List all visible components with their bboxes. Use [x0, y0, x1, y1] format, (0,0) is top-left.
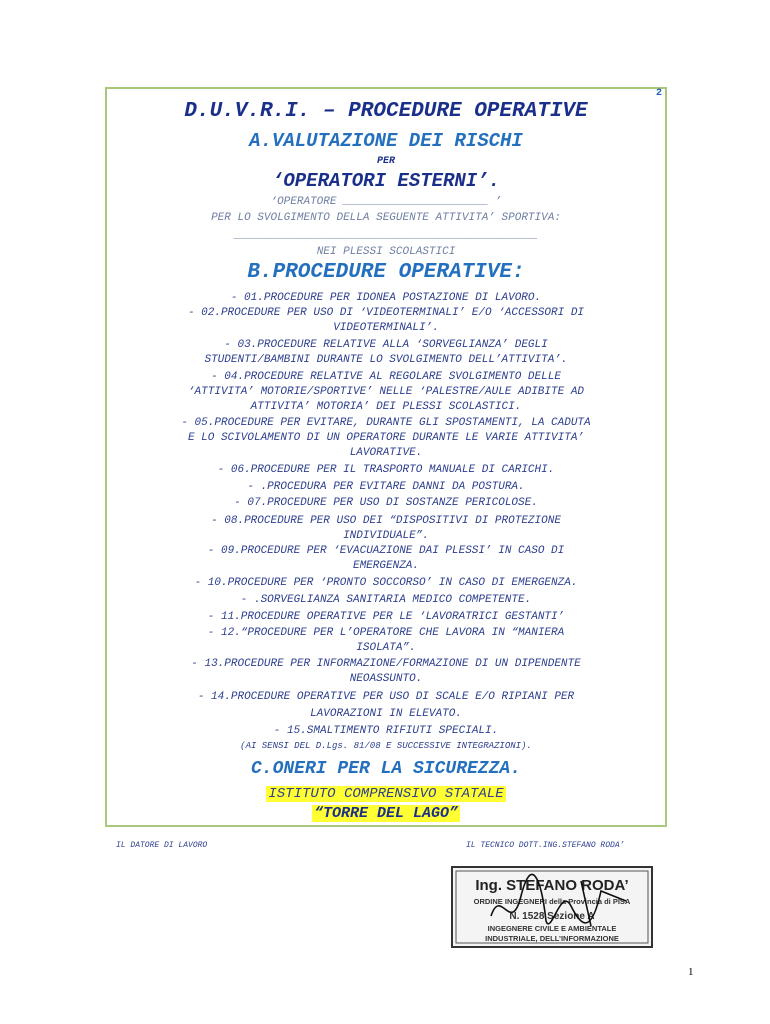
procedure-line: - 12.“PROCEDURE PER L’OPERATORE CHE LAVORA IN “MANIERA — [207, 627, 565, 639]
school-name-line — [105, 786, 667, 802]
procedure-line: - .PROCEDURA PER EVITARE DANNI DA POSTURA. — [247, 481, 525, 493]
operator-line: ‘OPERATORE ______________________ ’ — [270, 196, 502, 208]
procedure-line: ATTIVITA’ MOTORIA’ DEI PLESSI SCOLASTICI. — [250, 401, 522, 413]
technician-label: IL TECNICO DOTT.ING.STEFANO RODA’ — [466, 841, 625, 850]
per-label: PER — [376, 156, 395, 167]
school-place: “TORRE DEL LAGO” — [313, 805, 459, 822]
employer-label: IL DATORE DI LAVORO — [116, 841, 208, 850]
stamp-line-3: N. 1528 Sezione A — [509, 911, 595, 922]
procedure-line: EMERGENZA. — [352, 560, 419, 572]
stamp-line-4: INGEGNERE CIVILE E AMBIENTALE — [487, 924, 617, 933]
procedure-line: - 03.PROCEDURE RELATIVE ALLA ‘SORVEGLIANZA’ DEGLI — [224, 339, 548, 351]
procedure-line: - 06.PROCEDURE PER IL TRASPORTO MANUALE DI CARICHI. — [217, 464, 555, 476]
procedure-line: - .SORVEGLIANZA SANITARIA MEDICO COMPETENTE. — [240, 594, 532, 606]
procedure-line: VIDEOTERMINALI’. — [333, 322, 439, 334]
procedure-line: - 02.PROCEDURE PER USO DI ‘VIDEOTERMINALI’ E/O ‘ACCESSORI DI — [187, 307, 585, 319]
procedure-line: - 04.PROCEDURE RELATIVE AL REGOLARE SVOLGIMENTO DELLE — [211, 371, 561, 383]
page-number-bottom: 1 — [688, 966, 694, 978]
procedure-line: E LO SCIVOLAMENTO DI UN OPERATORE DURANTE LE VARIE ATTIVITA’ — [187, 432, 585, 444]
procedure-line: - 15.SMALTIMENTO RIFIUTI SPECIALI. — [273, 725, 499, 737]
blank-line: ______________________________________________ — [234, 230, 538, 242]
procedure-line: - 14.PROCEDURE OPERATIVE PER USO DI SCALE E/O RIPIANI PER — [197, 691, 575, 703]
procedure-line: - 08.PROCEDURE PER USO DEI “DISPOSITIVI DI PROTEZIONE — [211, 515, 561, 527]
stamp-line-2: ORDINE INGEGNERI della Provincia di PISA — [473, 897, 631, 906]
procedure-line: LAVORAZIONI IN ELEVATO. — [310, 708, 462, 720]
school-place-line — [105, 805, 667, 822]
procedure-line: ISOLATA”. — [356, 642, 416, 654]
section-a-heading: A.VALUTAZIONE DEI RISCHI — [249, 130, 523, 152]
procedure-line: NEOASSUNTO. — [349, 673, 423, 685]
legal-note: (AI SENSI DEL D.Lgs. 81/08 E SUCCESSIVE INTEGRAZIONI). — [240, 741, 532, 751]
stamp-line-1: Ing. STEFANO RODA’ — [475, 877, 629, 894]
procedure-line: - 07.PROCEDURE PER USO DI SOSTANZE PERICOLOSE. — [234, 497, 538, 509]
procedure-line: - 01.PROCEDURE PER IDONEA POSTAZIONE DI LAVORO. — [230, 292, 542, 304]
operators-heading: ‘OPERATORI ESTERNI’. — [271, 170, 501, 192]
activity-line: PER LO SVOLGIMENTO DELLA SEGUENTE ATTIVITA’ SPORTIVA: — [211, 212, 561, 224]
section-b-heading: B.PROCEDURE OPERATIVE: — [247, 261, 525, 284]
engineer-stamp — [451, 866, 653, 948]
document-title: D.U.V.R.I. – PROCEDURE OPERATIVE — [184, 100, 588, 123]
section-c-heading: C.ONERI PER LA SICUREZZA. — [250, 759, 522, 779]
stamp-line-5: INDUSTRIALE, DELL’INFORMAZIONE — [485, 934, 619, 943]
procedure-line: STUDENTI/BAMBINI DURANTE LO SVOLGIMENTO DELL’ATTIVITA’. — [204, 354, 568, 366]
procedure-line: ‘ATTIVITA’ MOTORIE/SPORTIVE’ NELLE ‘PALESTRE/AULE ADIBITE AD — [187, 386, 585, 398]
procedure-line: INDIVIDUALE”. — [343, 530, 429, 542]
procedure-line: - 05.PROCEDURE PER EVITARE, DURANTE GLI SPOSTAMENTI, LA CADUTA — [181, 417, 591, 429]
page-number-top: 2 — [656, 88, 663, 99]
procedure-line: LAVORATIVE. — [349, 447, 423, 459]
school-name: ISTITUTO COMPRENSIVO STATALE — [268, 786, 504, 802]
procedure-line: - 13.PROCEDURE PER INFORMAZIONE/FORMAZIONE DI UN DIPENDENTE — [191, 658, 581, 670]
procedure-line: - 10.PROCEDURE PER ‘PRONTO SOCCORSO’ IN CASO DI EMERGENZA. — [194, 577, 578, 589]
plessi-line: NEI PLESSI SCOLASTICI — [316, 246, 456, 258]
procedure-line: - 11.PROCEDURE OPERATIVE PER LE ‘LAVORATRICI GESTANTI’ — [207, 611, 565, 623]
procedure-line: - 09.PROCEDURE PER ‘EVACUAZIONE DAI PLESSI’ IN CASO DI — [207, 545, 565, 557]
